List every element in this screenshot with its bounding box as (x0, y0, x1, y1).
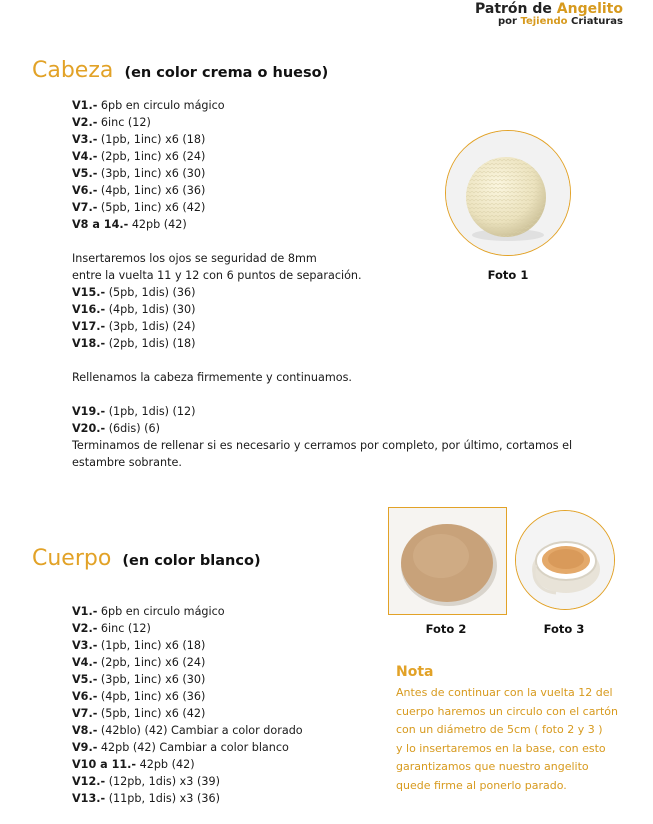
crochet-base-icon (516, 511, 614, 609)
round-line (72, 671, 303, 688)
round-label: V3.- (72, 639, 98, 652)
photo-1-image (445, 130, 571, 256)
round-label: V7.- (72, 707, 98, 720)
body-instructions (72, 603, 303, 807)
round-line (72, 403, 572, 420)
note-box (396, 664, 636, 795)
round-label: V18.- (72, 337, 106, 350)
round-text: 6pb en circulo mágico (100, 605, 225, 618)
round-label: V5.- (72, 673, 98, 686)
round-text: 6pb en circulo mágico (100, 99, 225, 112)
note-line: garantizamos que nuestro angelito (396, 760, 589, 773)
round-text: (42blo) (42) Cambiar a color dorado (100, 724, 303, 737)
eyes-line-1: Insertaremos los ojos se seguridad de 8mm (72, 252, 317, 265)
round-line (72, 301, 572, 318)
cardboard-circle-icon (389, 508, 506, 614)
title-accent: Angelito (556, 1, 623, 17)
round-label: V20.- (72, 422, 106, 435)
byline-prefix: por (498, 15, 517, 27)
round-label: V6.- (72, 184, 98, 197)
round-label: V1.- (72, 99, 98, 112)
round-line (72, 335, 572, 352)
round-line (72, 790, 303, 807)
round-line (72, 620, 303, 637)
round-label: V3.- (72, 133, 98, 146)
round-text: (11pb, 1dis) x3 (36) (108, 792, 220, 805)
round-text: (5pb, 1inc) x6 (42) (100, 707, 206, 720)
round-line (72, 114, 572, 131)
round-label: V5.- (72, 167, 98, 180)
round-label: V8.- (72, 724, 98, 737)
round-label: V4.- (72, 656, 98, 669)
note-title: Nota (396, 664, 434, 680)
round-text: 6inc (12) (100, 116, 151, 129)
round-text: (1pb, 1dis) (12) (108, 405, 196, 418)
round-label: V8 a 14.- (72, 218, 129, 231)
photo-2-image (388, 507, 507, 615)
end-line-1: Terminamos de rellenar si es necesario y cerramos por completo, por último, cortamos el (72, 439, 573, 452)
note-line: con un diámetro de 5cm ( foto 2 y 3 ) (396, 723, 603, 736)
body-section-title (32, 546, 261, 571)
round-label: V13.- (72, 792, 106, 805)
round-text: (3pb, 1dis) (24) (108, 320, 196, 333)
round-label: V12.- (72, 775, 106, 788)
round-text: (5pb, 1dis) (36) (108, 286, 196, 299)
pattern-title (475, 2, 623, 17)
round-label: V1.- (72, 605, 98, 618)
round-label: V2.- (72, 622, 98, 635)
round-text: 42pb (42) Cambiar a color blanco (100, 741, 289, 754)
round-label: V2.- (72, 116, 98, 129)
round-text: (2pb, 1dis) (18) (108, 337, 196, 350)
round-text: (2pb, 1inc) x6 (24) (100, 656, 206, 669)
round-label: V7.- (72, 201, 98, 214)
note-line: Antes de continuar con la vuelta 12 del (396, 686, 613, 699)
byline (475, 17, 623, 28)
round-line (72, 97, 572, 114)
round-line (72, 654, 303, 671)
round-text: (3pb, 1inc) x6 (30) (100, 673, 206, 686)
round-line (72, 603, 303, 620)
round-label: V10 a 11.- (72, 758, 137, 771)
round-text: (1pb, 1inc) x6 (18) (100, 639, 206, 652)
round-text: (4pb, 1dis) (30) (108, 303, 196, 316)
round-line (72, 637, 303, 654)
round-label: V15.- (72, 286, 106, 299)
fill-line: Rellenamos la cabeza firmemente y continuamos. (72, 371, 352, 384)
round-line (72, 705, 303, 722)
round-text: 6inc (12) (100, 622, 151, 635)
round-line (72, 688, 303, 705)
round-label: V9.- (72, 741, 98, 754)
body-title: Cuerpo (32, 546, 112, 571)
photo-1-caption: Foto 1 (487, 268, 529, 282)
title-prefix: Patrón de (474, 1, 552, 17)
body-subtitle: (en color blanco) (122, 553, 261, 569)
eyes-line-2: entre la vuelta 11 y 12 con 6 puntos de separación. (72, 269, 362, 282)
round-text: (5pb, 1inc) x6 (42) (100, 201, 206, 214)
round-line (72, 318, 572, 335)
round-text: (4pb, 1inc) x6 (36) (100, 690, 206, 703)
head-title: Cabeza (32, 58, 114, 83)
head-subtitle: (en color crema o hueso) (124, 65, 329, 81)
crochet-ball-icon (446, 131, 570, 255)
round-line (72, 739, 303, 756)
round-line (72, 722, 303, 739)
photo-2-caption: Foto 2 (425, 622, 467, 636)
round-text: (1pb, 1inc) x6 (18) (100, 133, 206, 146)
round-line (72, 420, 572, 437)
round-label: V16.- (72, 303, 106, 316)
photo-3-image (515, 510, 615, 610)
round-label: V4.- (72, 150, 98, 163)
note-line: y lo insertaremos en la base, con esto (396, 741, 606, 755)
end-line-2: estambre sobrante. (72, 456, 182, 469)
round-line (72, 756, 303, 773)
head-section-title (32, 58, 328, 83)
round-text: (3pb, 1inc) x6 (30) (100, 167, 206, 180)
round-text: (6dis) (6) (108, 422, 160, 435)
note-body (396, 684, 636, 795)
round-text: 42pb (42) (139, 758, 195, 771)
round-line (72, 284, 572, 301)
note-line: cuerpo haremos un circulo con el cartón (396, 704, 618, 718)
round-label: V6.- (72, 690, 98, 703)
byline-accent: Tejiendo (520, 15, 568, 27)
round-text: (2pb, 1inc) x6 (24) (100, 150, 206, 163)
note-line: quede firme al ponerlo parado. (396, 778, 567, 792)
byline-suffix: Criaturas (571, 15, 623, 27)
round-label: V19.- (72, 405, 106, 418)
round-line (72, 773, 303, 790)
round-text: (4pb, 1inc) x6 (36) (100, 184, 206, 197)
round-text: (12pb, 1dis) x3 (39) (108, 775, 220, 788)
round-label: V17.- (72, 320, 106, 333)
photo-3-caption: Foto 3 (543, 622, 585, 636)
round-text: 42pb (42) (131, 218, 187, 231)
page-header (475, 2, 623, 27)
